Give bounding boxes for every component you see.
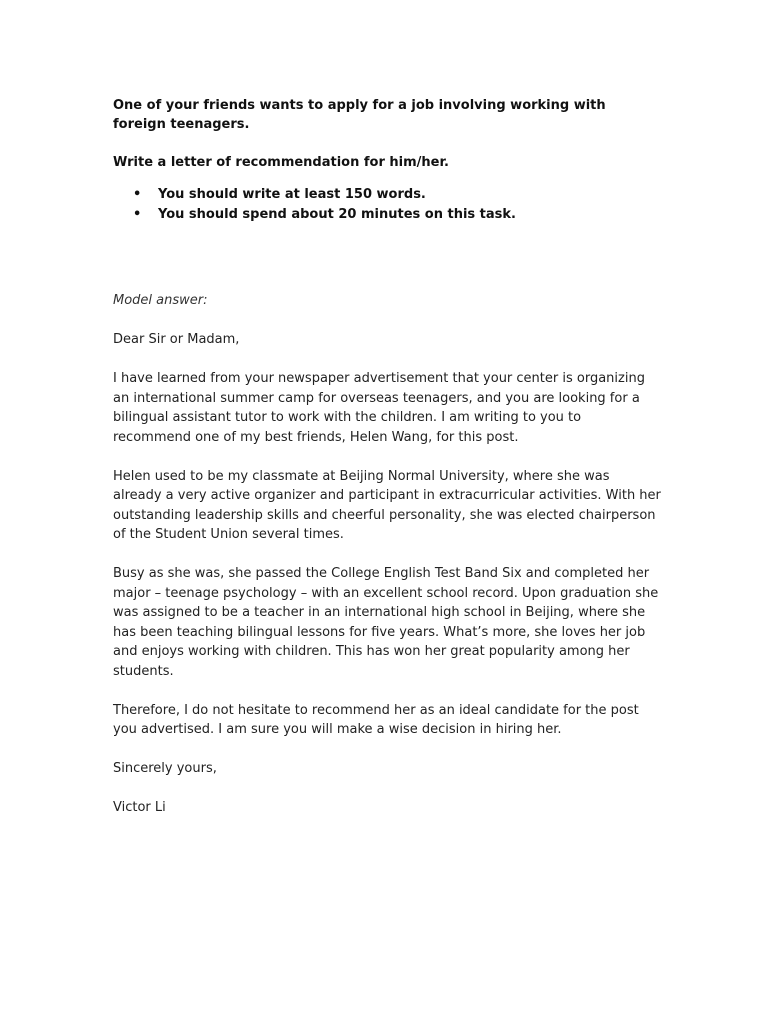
letter-signature: Victor Li bbox=[113, 800, 166, 815]
task-instruction: Write a letter of recommendation for him/her. bbox=[113, 155, 449, 170]
letter-paragraph: Busy as she was, she passed the College English Test Band Six and completed her major – teenage psychology – with an excellent school record. Upon graduation she was assigned to be a teacher in an international high school in Beijing, where she has been teaching bilingual lessons for five years. What’s more, she loves her job and enjoys working with children. This has won her great popularity among her students. bbox=[113, 566, 659, 679]
bullet-icon: • bbox=[133, 207, 142, 222]
task-bullet-item bbox=[113, 185, 661, 204]
letter-paragraph: I have learned from your newspaper advertisement that your center is organizing an international summer camp for overseas teenagers, and you are looking for a bilingual assistant tutor to work with the children. I am writing to you to recommend one of my best friends, Helen Wang, for this post. bbox=[113, 371, 645, 445]
task-bullet-item bbox=[113, 205, 661, 224]
task-prompt: One of your friends wants to apply for a job involving working with foreign teenagers. bbox=[113, 98, 606, 132]
bullet-icon: • bbox=[133, 187, 142, 202]
model-answer-label: Model answer: bbox=[113, 293, 208, 308]
task-section bbox=[113, 96, 661, 224]
letter-salutation: Dear Sir or Madam, bbox=[113, 332, 240, 347]
model-answer-letter bbox=[113, 291, 661, 818]
letter-closing: Sincerely yours, bbox=[113, 761, 217, 776]
letter-paragraph: Therefore, I do not hesitate to recommend her as an ideal candidate for the post you advertised. I am sure you will make a wise decision in hiring her. bbox=[113, 702, 639, 737]
task-bullet-list bbox=[113, 185, 661, 224]
letter-paragraph: Helen used to be my classmate at Beijing Normal University, where she was already a very active organizer and participant in extracurricular activities. With her outstanding leadership skills and cheerful personality, she was elected chairperson of the Student Union several times. bbox=[113, 468, 661, 542]
task-bullet-text: You should spend about 20 minutes on this task. bbox=[158, 207, 516, 222]
document-page bbox=[113, 96, 661, 837]
task-bullet-text: You should write at least 150 words. bbox=[158, 187, 426, 202]
